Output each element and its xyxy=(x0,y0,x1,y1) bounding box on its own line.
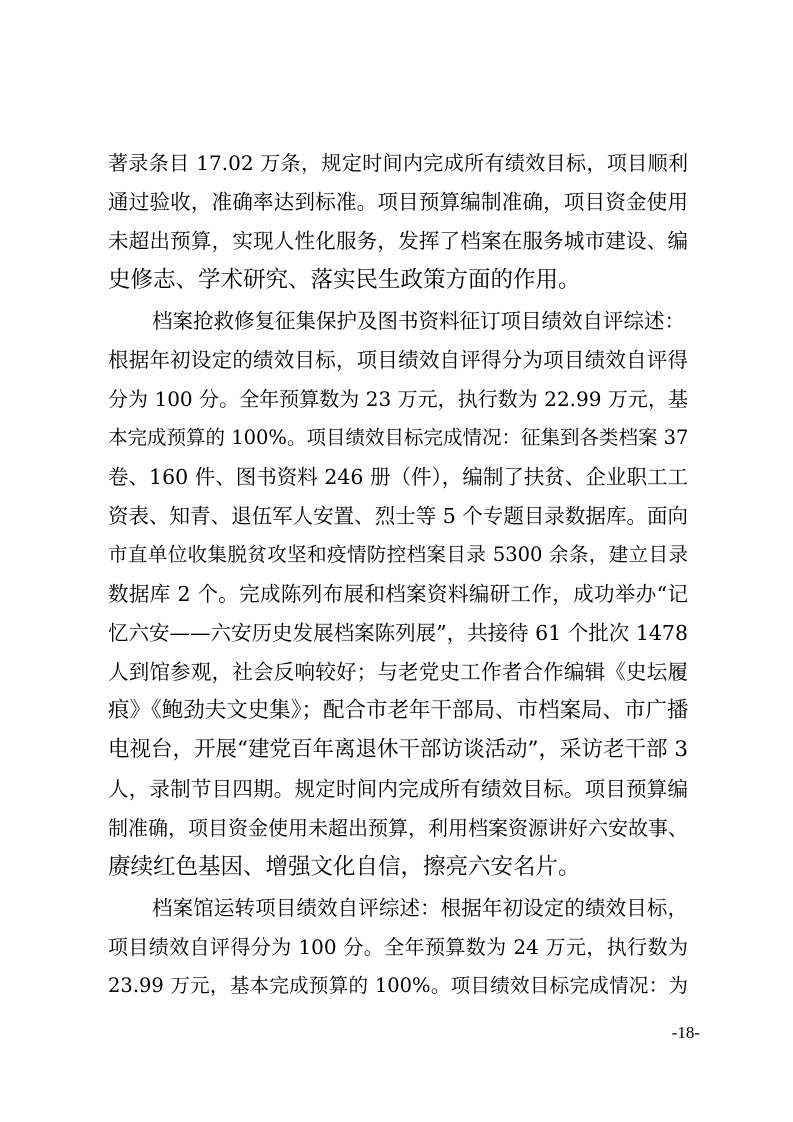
paragraph-line: 分为 100 分。全年预算数为 23 万元，执行数为 22.99 万元，基 xyxy=(108,387,688,411)
paragraph-line: 电视台，开展“建党百年离退休干部访谈活动”，采访老干部 3 xyxy=(108,737,688,762)
paragraph-line: 卷、160 件、图书资料 246 册（件），编制了扶贫、企业职工工 xyxy=(108,465,688,489)
paragraph-line: 痕》《鲍劲夫文史集》；配合市老年干部局、市档案局、市广播 xyxy=(108,698,689,723)
paragraph-line: 档案馆运转项目绩效自评综述：根据年初设定的绩效目标， xyxy=(152,896,688,920)
paragraph-line: 本完成预算的 100%。项目绩效目标完成情况：征集到各类档案 37 xyxy=(108,426,689,449)
paragraph-heading-line: 档案抢救修复征集保护及图书资料征订项目绩效自评综述： xyxy=(152,309,685,333)
paragraph-line: 赓续红色基因、增强文化自信，擦亮六安名片。 xyxy=(108,854,581,880)
paragraph-line: 著录条目 17.02 万条，规定时间内完成所有绩效目标，项目顺利 xyxy=(108,151,688,175)
paragraph-line: 制准确，项目资金使用未超出预算，利用档案资源讲好六安故事、 xyxy=(108,816,688,840)
paragraph-line: 资表、知青、退伍军人安置、烈士等 5 个专题目录数据库。面向 xyxy=(108,504,688,528)
paragraph-line: 数据库 2 个。完成陈列布展和档案资料编研工作，成功举办“记 xyxy=(108,582,688,606)
paragraph-line: 忆六安——六安历史发展档案陈列展”，共接待 61 个批次 1478 xyxy=(108,621,688,645)
paragraph-line: 项目绩效自评得分为 100 分。全年预算数为 24 万元，执行数为 xyxy=(108,935,688,959)
paragraph-line: 根据年初设定的绩效目标，项目绩效自评得分为项目绩效自评得 xyxy=(108,348,688,372)
paragraph-line: 人，录制节目四期。规定时间内完成所有绩效目标。项目预算编 xyxy=(108,777,688,801)
paragraph-line: 通过验收，准确率达到标准。项目预算编制准确，项目资金使用 xyxy=(108,190,688,214)
paragraph-line: 市直单位收集脱贫攻坚和疫情防控档案目录 5300 余条，建立目录 xyxy=(108,543,688,566)
paragraph-line: 人到馆参观，社会反响较好；与老党史工作者合作编辑《史坛履 xyxy=(108,660,688,684)
paragraph-line: 史修志、学术研究、落实民生政策方面的作用。 xyxy=(108,267,581,293)
paragraph-line: 未超出预算，实现人性化服务，发挥了档案在服务城市建设、编 xyxy=(108,229,688,253)
paragraph-line: 23.99 万元，基本完成预算的 100%。项目绩效目标完成情况：为 xyxy=(108,974,688,997)
page-number: -18- xyxy=(671,1023,700,1042)
